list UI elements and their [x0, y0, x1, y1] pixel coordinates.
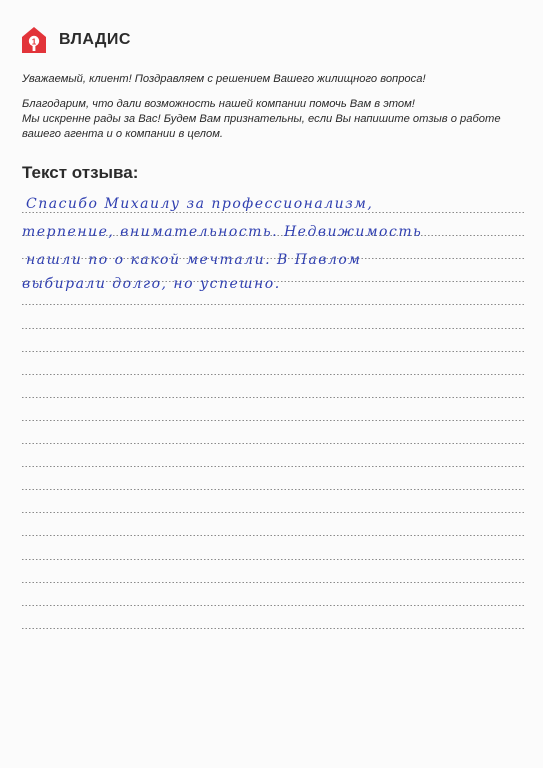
handwritten-line: терпение, внимательность. Недвижимость [22, 224, 423, 240]
brand-name: ВЛАДИС [59, 31, 131, 48]
thanks-line-2: Мы искренне рады за Вас! Будем Вам признательны, если Вы напишите отзыв о работе [22, 113, 501, 125]
handwritten-line: Спасибо Михаилу за профессионализм, [26, 196, 374, 212]
greeting-text: Уважаемый, клиент! Поздравляем с решением Вашего жилищного вопроса! [22, 73, 426, 85]
review-heading: Текст отзыва: [22, 163, 139, 182]
handwritten-line: выбирали долго, но успешно. [22, 276, 281, 292]
thanks-line-1: Благодарим, что дали возможность нашей компании помочь Вам в этом! [22, 98, 415, 110]
handwritten-line: нашли по о какой мечтали. В Павлом [26, 252, 362, 268]
thanks-line-3: вашего агента и о компании в целом. [22, 128, 223, 140]
logo-badge: 1 [31, 37, 37, 47]
review-lines [22, 0, 526, 768]
